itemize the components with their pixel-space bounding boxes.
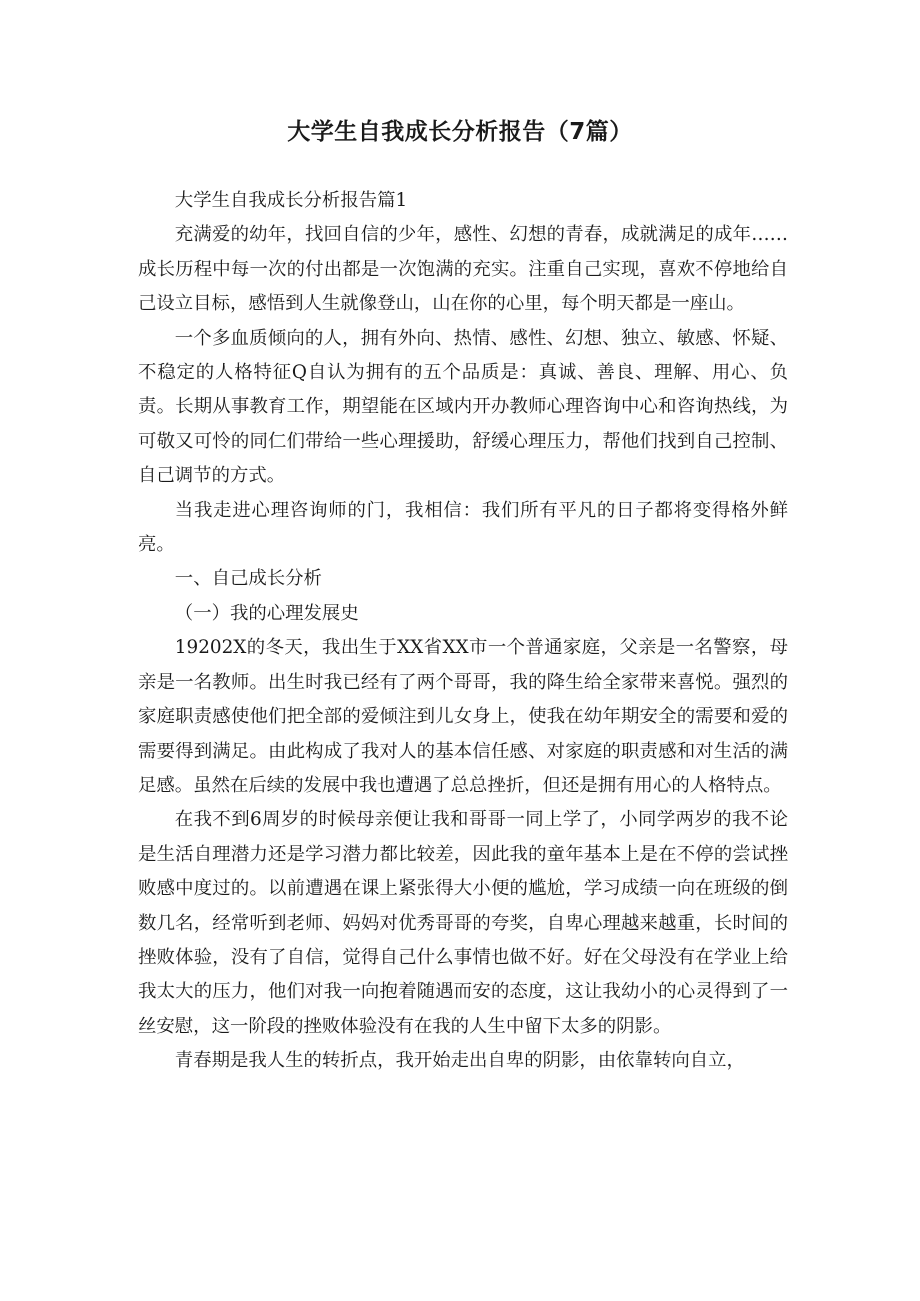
document-title: 大学生自我成长分析报告（7篇） [287, 119, 633, 145]
section-heading: 一、自己成长分析 [174, 568, 322, 590]
document-body [138, 184, 788, 1079]
paragraph: 一个多血质倾向的人，拥有外向、热情、感性、幻想、独立、敏感、怀疑、不稳定的人格特征Q自认为拥有的五个品质是：真诚、善良、理解、用心、负责。长期从事教育工作，期望能在区域内开办教师心理咨询中心和咨询热线，为可敬又可怜的同仁们带给一些心理援助，舒缓心理压力，帮他们找到自己控制、自己调节的方式。 [138, 327, 788, 487]
paragraph: 青春期是我人生的转折点，我开始走出自卑的阴影，由依靠转向自立， [174, 1050, 745, 1072]
subsection-heading: （一）我的心理发展史 [174, 602, 359, 624]
paragraph: 19202X的冬天，我出生于XX省XX市一个普通家庭，父亲是一名警察，母亲是一名教师。出生时我已经有了两个哥哥，我的降生给全家带来喜悦。强烈的家庭职责感使他们把全部的爱倾注到儿女身上，使我在幼年期安全的需要和爱的需要得到满足。由此构成了我对人的基本信任感、对家庭的职责感和对生活的满足感。虽然在后续的发展中我也遭遇了总总挫折，但还是拥有用心的人格特点。 [138, 637, 788, 796]
paragraph: 充满爱的幼年，找回自信的少年，感性、幻想的青春，成就满足的成年……成长历程中每一次的付出都是一次饱满的充实。注重自己实现，喜欢不停地给自己设立目标，感悟到人生就像登山，山在你的心里，每个明天都是一座山。 [138, 224, 788, 315]
paragraph: 当我走进心理咨询师的门，我相信：我们所有平凡的日子都将变得格外鲜亮。 [138, 499, 788, 556]
paragraph: 在我不到6周岁的时候母亲便让我和哥哥一同上学了，小同学两岁的我不论是生活自理潜力还是学习潜力都比较差，因此我的童年基本上是在不停的尝试挫败感中度过的。以前遭遇在课上紧张得大小便的尴尬，学习成绩一向在班级的倒数几名，经常听到老师、妈妈对优秀哥哥的夸奖，自卑心理越来越重，长时间的挫败体验，没有了自信，觉得自己什么事情也做不好。好在父母没有在学业上给我太大的压力，他们对我一向抱着随遇而安的态度，这让我幼小的心灵得到了一丝安慰，这一阶段的挫败体验没有在我的人生中留下太多的阴影。 [138, 809, 788, 1037]
document-subtitle: 大学生自我成长分析报告篇1 [174, 190, 408, 211]
